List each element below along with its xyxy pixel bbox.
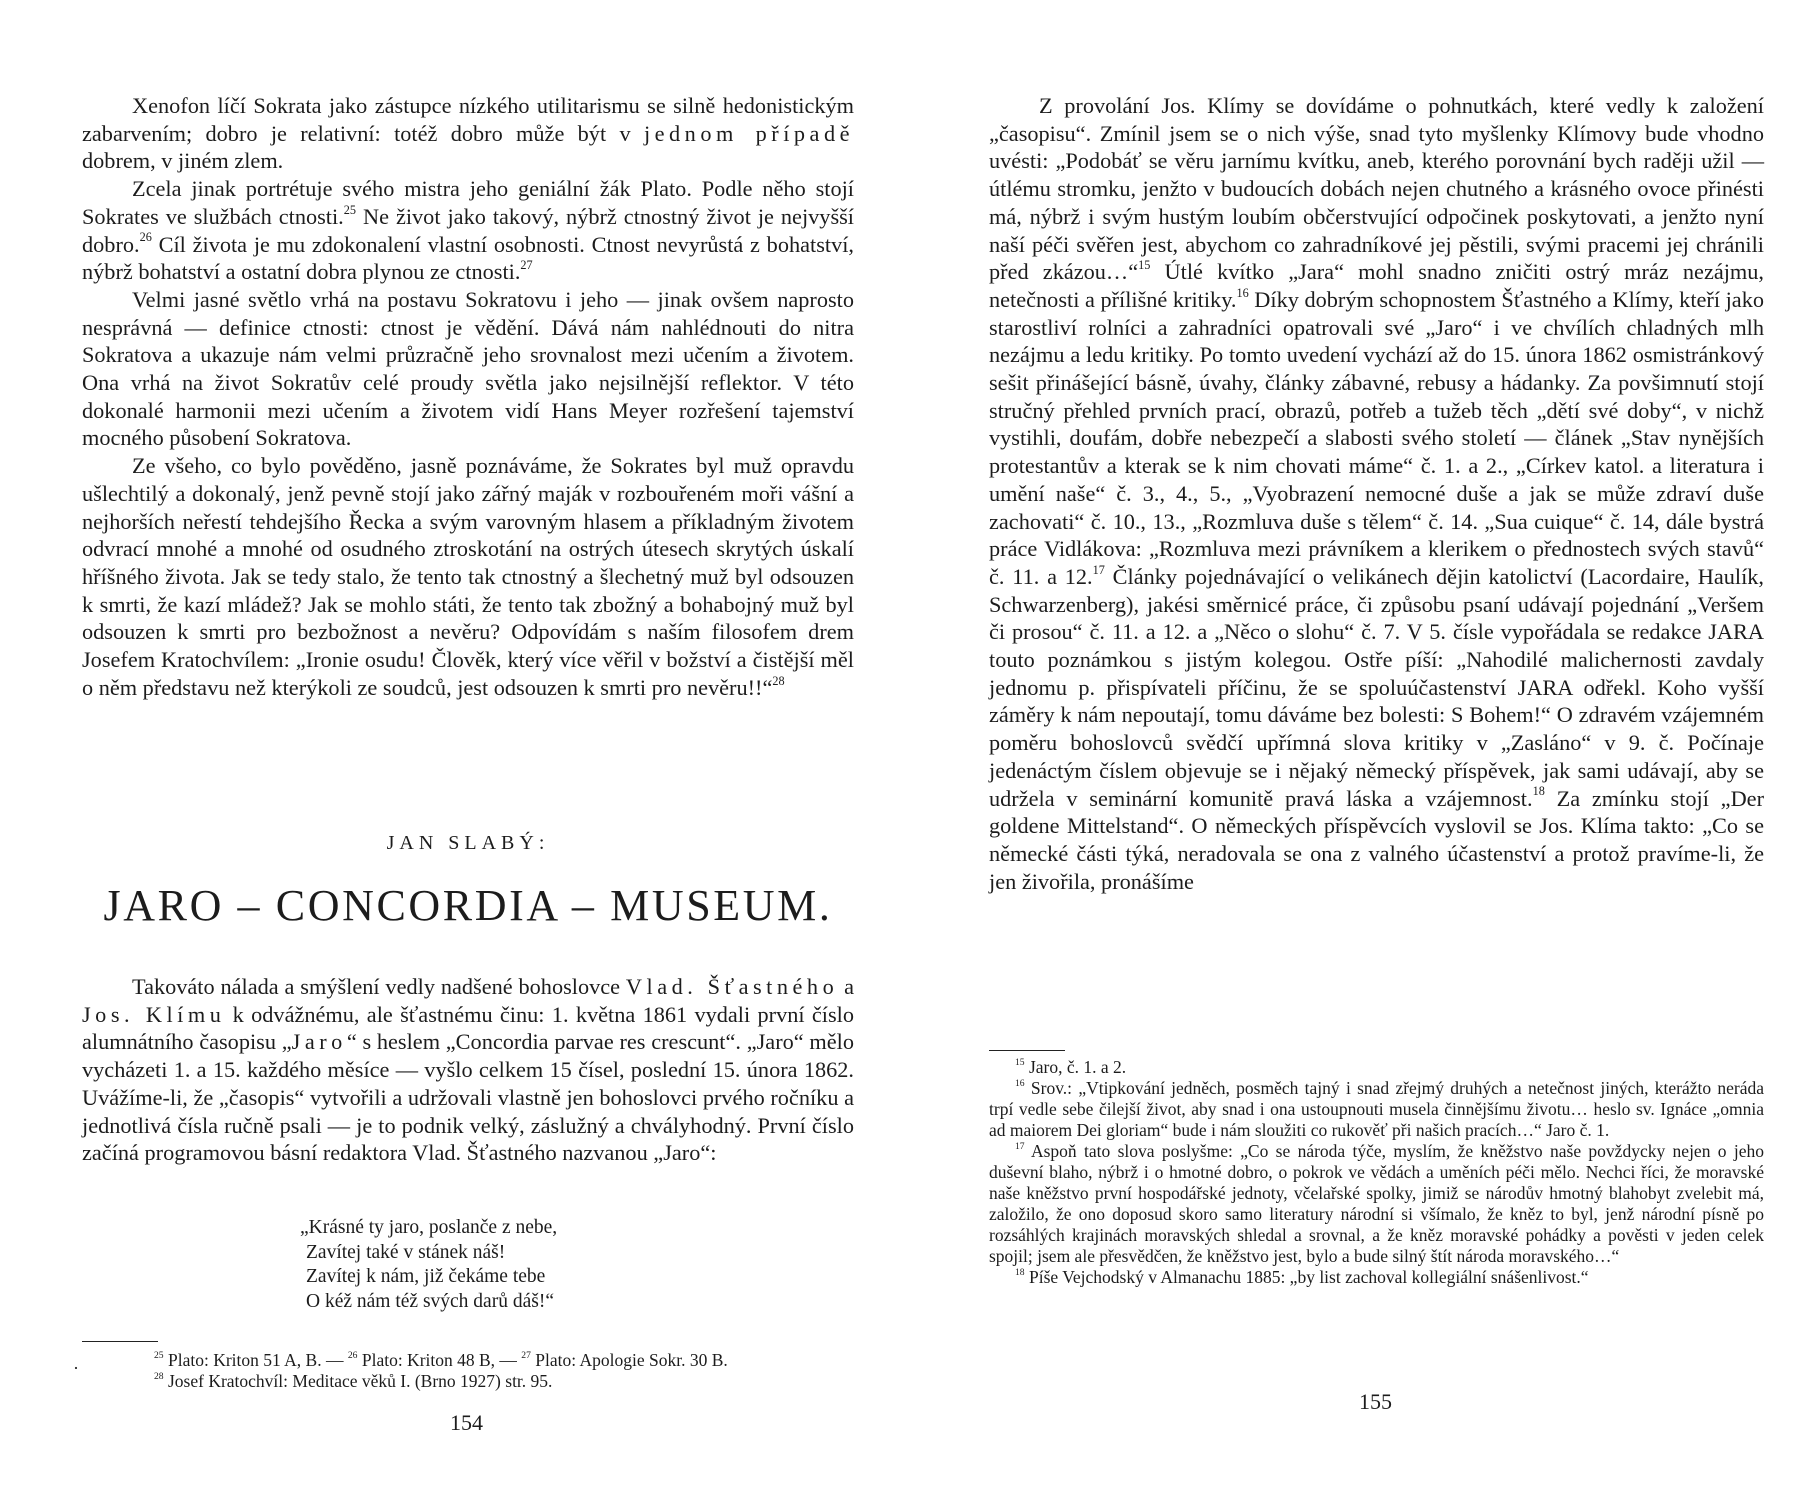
footnote-ref: 15 (1138, 257, 1151, 272)
footnote-ref: 28 (772, 673, 785, 688)
left-body-text (82, 92, 854, 701)
article-intro (82, 973, 854, 1167)
paragraph: Z provolání Jos. Klímy se dovídáme o pohnutkách, které vedly k založení „časopisu“. Zmínil jsem se o nich výše, snad tyto myšlenky Klímovy bude vhodno uvésti: „Podobáť se věru jarnímu kvítku, aneb, kterého porovnání bych raději užil — útlému stromku, jenžto v budoucích dobách nejen chutného a krásného ovoce přinésti má, nýbrž i svým hustým loubím občerstvující odpočinek poskytovati, a jenžto nyní naší péči svěřen jest, abychom co zahradníkové jej pěstili, svými pracemi jej chránili před zkázou…“$^{15}$ Útlé kvítko „Jara“ mohl snadno zničiti ostrý mráz nezájmu, netečnosti a přílišné kritiky.$^{16}$ Díky dobrým schopnostem Šťastného a Klímy, kteří jako starostliví rolníci a zahradníci opatrovali své „Jaro“ i ve chvílích chladných mlh nezájmu a ledu kritiky. Po tomto uvedení vychází až do 15. února 1862 osmistránkový sešit přinášející básně, úvahy, články zábavné, rebusy a hádanky. Za povšimnutí stojí stručný přehled prvních prací, obrazů, potřeb a tužeb těch „dětí své doby“, v nichž vystihli, doufám, dobře nebezpečí a slabosti svého století — článek „Stav nynějších protestantův a kterak se k nim chovati máme“ č. 1. a 2., „Církev katol. a literatura i umění naše“ č. 3., 4., 5., „Vyobrazení nemocné duše a jak se může zdraví duše zachovati“ č. 10., 13., „Rozmluva duše s tělem“ č. 14. „Sua cuique“ č. 14, dále bystrá práce Vidlákova: „Rozmluva mezi právníkem a klerikem o přednostech svých stavů“ č. 11. a 12.17 Články pojednávající o velikánech dějin katolictví (Lacordaire, Haulík, Schwarzenberg), jakési směrnicé práce, či způsobu psaní udávají pojednání „Veršem či prosou“ č. 11. a 12. a „Něco o slohu“ č. 7. V 5. čísle vypořádala se redakce JARA touto poznámkou s jistým kolegou. Ostře píší: „Nahodilé malichernosti zavdaly jednomu p. přispívateli příčinu, že se spoluúčastenství JARA odřekl. Koho vyšší záměry k nám nepoutají, tomu dáváme bez bolesti: S Bohem!“ O zdravém vzájemném poměru bohoslovců svědčí upřímná slova kritiky v „Zasláno“ v 9. č. Počínaje jedenáctým číslem objevuje se i nějaký německý příspěvek, jak sami udávají, aby se udržela v seminární komunitě pravá láska a vzájemnost.$^{18}$ Za zmínku stojí „Der goldene Mittelstand“. O německých příspěvcích vyslovil se Jos. Klíma takto: „Co se německé části týká, neradovala se ona z valného účastenství a protož pravíme-li, že jen živořila, pronášíme (989, 93, 1765, 894)
article-heading (82, 828, 854, 934)
article-author: JAN SLABÝ: (386, 832, 550, 854)
poem-line: O kéž nám též svých darů dáš!“ (306, 1290, 554, 1312)
right-body-text (989, 92, 1764, 895)
poem (300, 1216, 557, 1314)
poem-line: Zavítej také v stánek náš! (306, 1241, 506, 1263)
article-title: JARO – CONCORDIA – MUSEUM. (103, 881, 833, 930)
footnote-ref: 26 (139, 230, 152, 245)
footnote: $^{17}$ Aspoň tato slova poslyšme: „Co se národa týče, myslím, že kněžstvo naše povždycky nejen o jeho duševní blaho, nýbrž i o hmotné dobro, o pokrok ve vědách a uměních péči mělo. Nechci říci, že moravské naše kněžstvo první hospodářské jednoty, včelařské spolky, jimiž se národův hmotný blahobyt zvelebit má, založilo, že ono doposud skoro samo literatury národní si všímalo, že kněz to byl, jenž národní písně po rozsáhlých krajinách moravských shledal a srovnal, a že kněz moravské pohádky a pověsti v jeden celek spojil; jsem ale přesvědčen, že kněžstvo jest, bylo a bude silný štít národa moravského…“ (989, 1140, 1764, 1266)
paragraph: Ze všeho, co bylo pověděno, jasně poznáváme, že Sokrates byl muž opravdu ušlechtilý a dokonalý, jenž pevně stojí jako zářný maják v rozbouřeném moři vášní a nejhorších neřestí tehdejšího Řecka a svým varovným hlasem a příkladným životem odvrací mnohé a mnohé od osudného ztroskotání na ostrých útesech skrytých úskalí hříšného života. Jak se tedy stalo, že tento tak ctnostný a šlechetný muž byl odsouzen k smrti, že kazí mládež? Jak se mohlo státi, že tento tak zbožný a bohabojný muž byl odsouzen k smrti pro bezbožnost a nevěru? Odpovídám s naším filosofem drem Josefem Kratochvílem: „Ironie osudu! Člověk, který více věřil v božství a čistější měl o něm představu než kterýkoli ze soudců, jest odsouzen k smrti pro nevěru!!“$^{28}$ (82, 453, 854, 700)
footnote-ref: 18 (1532, 784, 1545, 799)
footnote-ref: 16 (1236, 285, 1249, 300)
paragraph: Zcela jinak portrétuje svého mistra jeho geniální žák Plato. Podle něho stojí Sokrates ve službách ctnosti.$^{25}$ Ne život jako takový, nýbrž ctnostný život je nejvyšší dobro.$^{26}$ Cíl života je mu zdokonalení vlastní osobnosti. Ctnost nevyrůstá z bohatství, nýbrž bohatství a ostatní dobra plynou ze ctnosti.$^{27}$ (82, 176, 854, 285)
footnote-ref: 25 (343, 202, 357, 217)
margin-mark: · (73, 1358, 79, 1378)
poem-line: Zavítej k nám, již čekáme tebe (306, 1266, 546, 1287)
paragraph: Velmi jasné světlo vrhá na postavu Sokratovu i jeho — jinak ovšem naprosto nesprávná — definice ctnosti: ctnost je vědění. Dává nám nahlédnouti do nitra Sokratova a ukazuje nám velmi průzračně jeho srovnalost mezi učením a životem. Ona vrhá na život Sokratův celé proudy světla jako nejsilnější reflektor. V této dokonalé harmonii mezi učením a životem vidí Hans Meyer rozřešení tajemství mocného působení Sokratova. (82, 286, 854, 451)
page-number: 154 (450, 1410, 483, 1435)
paragraph: Takováto nálada a smýšlení vedly nadšené bohoslovce Vlad. Šťastného a Jos. Klímu k odvážnému, ale šťastnému činu: 1. května 1861 vydali první číslo alumnátního časopisu „Jaro“ s heslem „Concordia parvae res crescunt“. „Jaro“ mělo vycházeti 1. a 15. každého měsíce — vyšlo celkem 15 čísel, poslední 15. února 1862. Uvážíme-li, že „časopis“ vytvořili a udržovali vlastně jen bohoslovci prvého ročníku a jednotlivá čísla ručně psali — je to podnik velký, záslužný a chvályhodný. První číslo začíná programovou básní redaktora Vlad. Šťastného nazvanou „Jaro“: (82, 974, 854, 1166)
right-footnotes (989, 1057, 1764, 1288)
left-footnotes (128, 1350, 860, 1392)
paragraph: Xenofon líčí Sokrata jako zástupce nízkého utilitarismu se silně hedonistickým zabarvením; dobro je relativní: totéž dobro může být v jednom případě dobrem, v jiném zlem. (82, 93, 854, 174)
footnote-ref: 27 (520, 257, 533, 272)
footnote: $^{25}$ Plato: Kriton 51 A, B. — $^{26}$ Plato: Kriton 48 B, — $^{27}$ Plato: Apologie Sokr. 30 B. (154, 1349, 728, 1370)
footnote-ref: 17 (1092, 562, 1105, 577)
footnote: $^{18}$ Píše Vejchodský v Almanachu 1885: „by list zachoval kollegiální snášenlivost.“ (1015, 1266, 1589, 1287)
poem-line: „Krásné ty jaro, poslanče z nebe, (300, 1217, 558, 1238)
footnote: $^{28}$ Josef Kratochvíl: Meditace věků I. (Brno 1927) str. 95. (154, 1370, 553, 1391)
footnote-divider (989, 1050, 1065, 1051)
footnote: $^{15}$ Jaro, č. 1. a 2. (1015, 1056, 1127, 1077)
right-page (909, 0, 1818, 1500)
page-number: 155 (1359, 1389, 1392, 1414)
footnote-divider (82, 1341, 158, 1342)
footnote: $^{16}$ Srov.: „Vtipkování jedněch, posměch tajný i snad zřejmý druhých a netečnost jiných, kterážto neráda trpí vedle sebe čilejší život, aby snad i ona ustoupnouti musela činnějšímu životu… heslo sv. Ignáce „omnia ad maiorem Dei gloriam“ bude i nám sloužiti co rukověť při našich pracích…“ Jaro č. 1. (989, 1077, 1764, 1140)
